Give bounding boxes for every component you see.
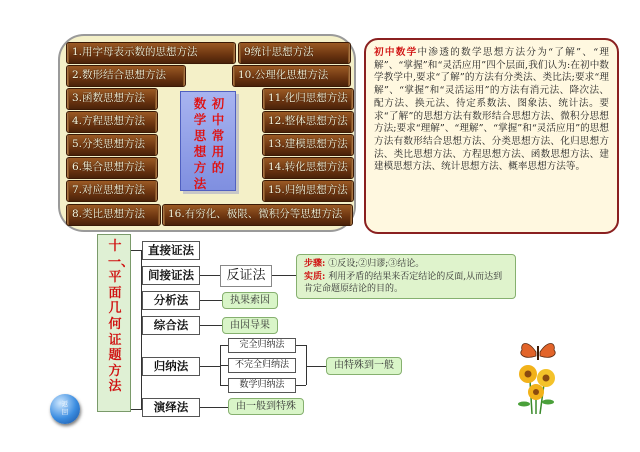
- analysis-note: 执果索因: [222, 292, 278, 309]
- essence-text: 利用矛盾的结果来否定结论的反面,从而达到肯定命题原结论的目的。: [304, 271, 503, 294]
- method-item[interactable]: 6.集合思想方法: [66, 157, 158, 179]
- method-item[interactable]: 9统计思想方法: [238, 42, 351, 64]
- butterfly-icon: [521, 344, 555, 361]
- connector: [272, 275, 296, 276]
- connector: [131, 250, 141, 251]
- text-panel: [364, 38, 619, 234]
- method-item[interactable]: 4.方程思想方法: [66, 111, 158, 133]
- method-item[interactable]: 8.类比思想方法: [66, 204, 161, 226]
- method-item[interactable]: 7.对应思想方法: [66, 180, 158, 202]
- steps-text: ①反设;②归谬;③结论。: [328, 259, 425, 269]
- text-panel-head: 初中数学: [374, 47, 418, 58]
- branch-analysis-method[interactable]: 分析法: [142, 291, 200, 310]
- connector: [296, 345, 306, 346]
- connector: [200, 366, 220, 367]
- return-button[interactable]: [50, 394, 80, 424]
- connector: [200, 275, 220, 276]
- center-title-col-right: 初中常用的: [211, 96, 225, 175]
- method-item[interactable]: 16.有穷化、极限、微积分等思想方法: [162, 204, 353, 226]
- steps-label: 步骤:: [304, 259, 326, 269]
- connector: [306, 345, 307, 385]
- butterfly-flower-icon: [510, 340, 566, 416]
- connector: [200, 325, 222, 326]
- text-panel-body: 中渗透的数学思想方法分为“了解”、“理解”、“掌握”和“灵活应用”四个层面,我们认为:在初中数学教学中,要求“了解”的方法有分类法、类比法;要求“理解”、“掌握”和“灵活运用”的方法有消元法、降次法、配方法、换元法、待定系数法、图象法、统计法。要求“了解”的思想方法有数形结合思想方法、微积分思想方法;要求“理解”、“理解”、“掌握”和“灵活应用”的思想方法有数形结合思想方法、分类思想方法、化归思想方法、类比思想方法、方程思想方法、函数思想方法、建建模思想方法、统计思想方法、概率思想方法等。: [374, 47, 610, 173]
- method-item[interactable]: 15.归纳思想方法: [262, 180, 354, 202]
- method-item[interactable]: 3.函数思想方法: [66, 88, 158, 110]
- method-item[interactable]: 11.化归思想方法: [262, 88, 354, 110]
- connector: [306, 366, 326, 367]
- complete-induction[interactable]: 完全归纳法: [228, 338, 296, 353]
- connector: [296, 385, 306, 386]
- essence-label: 实质:: [304, 271, 326, 282]
- connector: [220, 345, 228, 346]
- main-label: 十一、平面几何证题方法: [108, 239, 135, 395]
- deduction-note: 由一般到特殊: [228, 398, 304, 415]
- main-label-box: [97, 234, 135, 412]
- proof-by-contradiction[interactable]: 反证法: [220, 265, 272, 287]
- connector: [220, 365, 228, 366]
- return-label: 返 回: [61, 400, 69, 416]
- branch-synthesis-method[interactable]: 综合法: [142, 316, 200, 335]
- method-item[interactable]: 14.转化思想方法: [262, 157, 354, 179]
- method-item[interactable]: 13.建模思想方法: [262, 134, 354, 156]
- branch-direct-proof[interactable]: 直接证法: [142, 241, 200, 260]
- synthesis-note: 由因导果: [222, 317, 278, 334]
- method-item[interactable]: 1.用字母表示数的思想方法: [66, 42, 236, 64]
- branch-indirect-proof[interactable]: 间接证法: [142, 266, 200, 285]
- center-title-box: [180, 91, 236, 191]
- center-title-col-left: 数学思想方法: [193, 96, 207, 191]
- connector: [200, 300, 222, 301]
- branch-induction-method[interactable]: 归纳法: [142, 357, 200, 376]
- method-item[interactable]: 10.公理化思想方法: [232, 65, 351, 87]
- connector: [220, 385, 228, 386]
- incomplete-induction[interactable]: 不完全归纳法: [228, 358, 296, 373]
- connector: [131, 409, 141, 410]
- induction-note: 由特殊到一般: [326, 357, 402, 375]
- method-item[interactable]: 5.分类思想方法: [66, 134, 158, 156]
- mathematical-induction[interactable]: 数学归纳法: [228, 378, 296, 393]
- connector: [200, 407, 228, 408]
- branch-deduction-method[interactable]: 演绎法: [142, 398, 200, 417]
- method-item[interactable]: 12.整体思想方法: [262, 111, 354, 133]
- method-item[interactable]: 2.数形结合思想方法: [66, 65, 186, 87]
- contradiction-note: [296, 254, 516, 299]
